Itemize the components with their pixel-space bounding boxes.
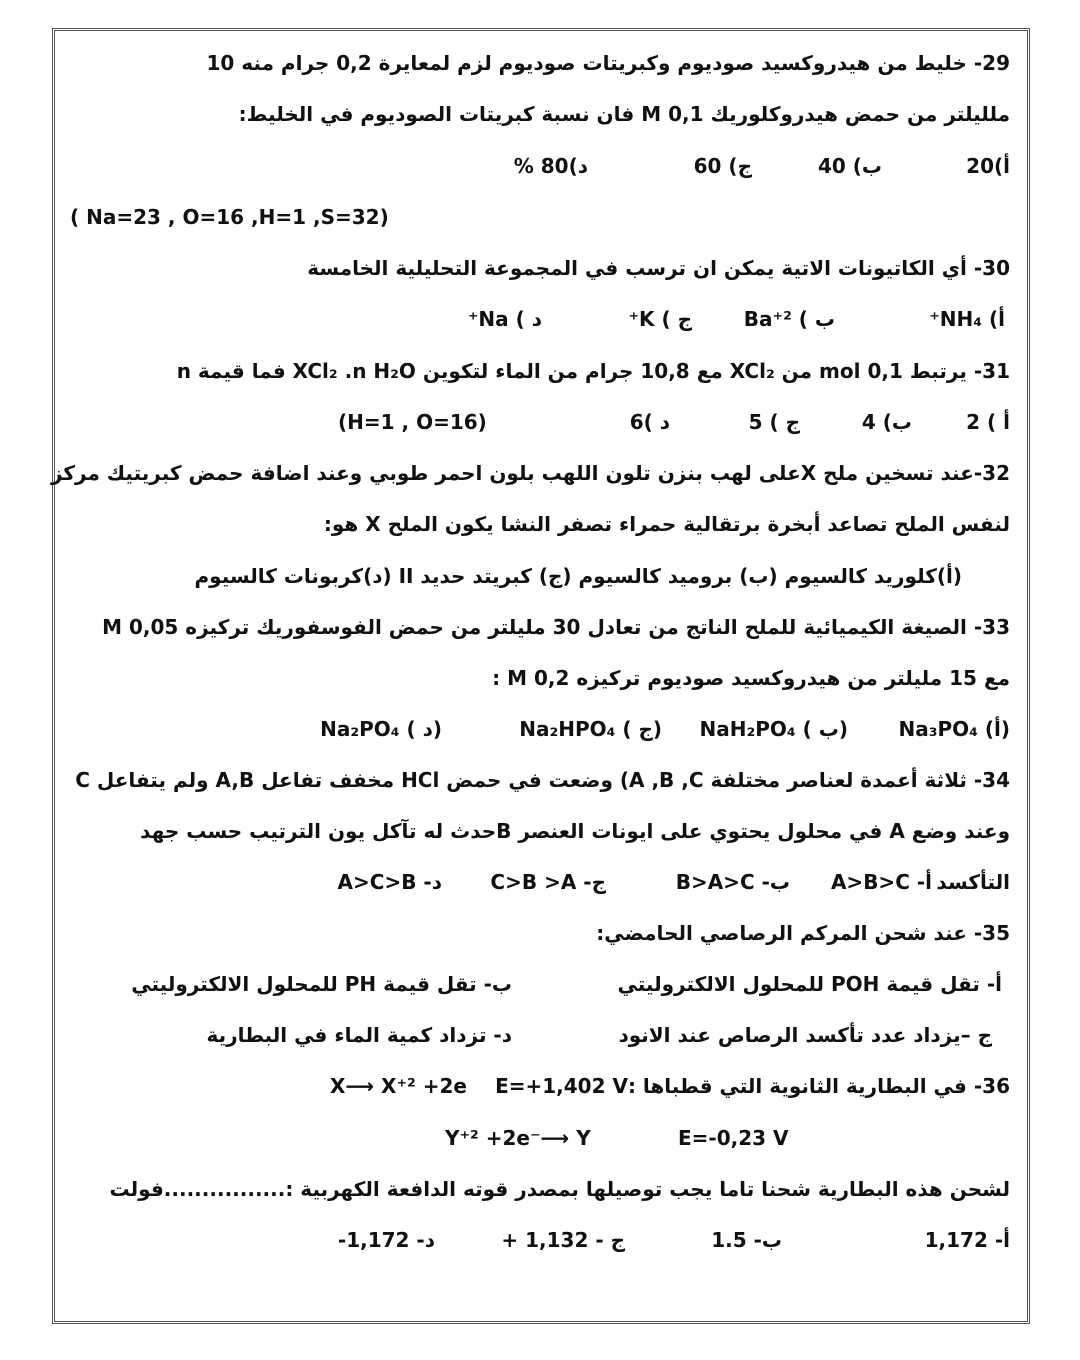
q30-option-b: ب ) Ba⁺² [743,307,835,331]
q30-option-c: ج ) K⁺ [628,307,692,331]
q29-option-c: ج) 60 [693,154,752,178]
q36-option-a: أ- 1,172 [924,1228,1010,1252]
q33-option-a: (أ) Na₃PO₄ [898,717,1010,741]
q34-option-b: ب- B>A>C [675,870,790,894]
q36-option-d: د- 1,172- [337,1228,435,1252]
q29-atomic-masses: ( Na=23 , O=16 ,H=1 ,S=32) [70,205,389,229]
q31-option-b: ب) 4 [861,410,912,434]
q31-option-a: أ ) 2 [966,410,1010,434]
q33-option-b: (ب ) NaH₂PO₄ [699,717,848,741]
q29-option-b: ب) 40 [817,154,882,178]
q33-option-c: (ج ) Na₂HPO₄ [519,717,662,741]
q34-line2: وعند وضع A في محلول يحتوي على ايونات العنصر Bحدث له تآكل يون الترتيب حسب جهد [140,819,1010,843]
q31-stem: 31- يرتبط 0,1 mol من XCl₂ مع 10,8 جرام من الماء لتكوين XCl₂ .n H₂O فما قيمة n [176,359,1010,383]
q36-stem: 36- في البطارية الثانوية التي قطباها :E=+1,402 V [495,1074,1010,1098]
q34-option-a: أ- A>B>C [830,870,932,894]
q29-line2: ملليلتر من حمض هيدروكلوريك 0,1 M فان نسبة كبريتات الصوديوم في الخليط: [238,102,1010,126]
q34-line1: 34- ثلاثة أعمدة لعناصر مختلفة A ,B ,C) وضعت في حمض HCl مخفف تفاعل A,B ولم يتفاعل C [75,768,1010,792]
q33-line1: 33- الصيغة الكيميائية للملح الناتج من تعادل 30 مليلتر من حمض الفوسفوريك تركيزه 0,05 M [102,615,1010,639]
q35-option-c: ج –يزداد عدد تأكسد الرصاص عند الانود [618,1023,992,1047]
q30-option-d: د ) Na⁺ [467,307,542,331]
q35-stem: 35- عند شحن المركم الرصاصي الحامضي: [596,921,1010,945]
q32-line1: 32-عند تسخين ملح Xعلى لهب بنزن تلون اللهب بلون احمر طوبي وعند اضافة حمض كبريتيك مركز [50,461,1010,485]
q36-option-c: ج - 1,132 + [501,1228,625,1252]
q34-option-d: د- A>C>B [337,870,442,894]
q33-option-d: (د ) Na₂PO₄ [320,717,442,741]
q36-equation-y: Y⁺² +2e⁻⟶ Y [445,1126,591,1150]
q29-option-a: أ)20 [966,154,1010,178]
q36-equation-y-potential: E=-0,23 V [678,1126,789,1150]
q35-option-a: أ- تقل قيمة POH للمحلول الالكتروليتي [617,972,1002,996]
q35-option-d: د- تزداد كمية الماء في البطارية [206,1023,512,1047]
q31-atomic-masses: (H=1 , O=16) [338,410,487,434]
q36-charge-line: لشحن هذه البطارية شحنا تاما يجب توصيلها بمصدر قوته الدافعة الكهربية :................فولت [109,1177,1010,1201]
q31-option-d: د )6 [629,410,670,434]
q32-line2: لنفس الملح تصاعد أبخرة برتقالية حمراء تصفر النشا يكون الملح X هو: [323,512,1010,536]
q29-option-d: د)80 % [513,154,588,178]
q34-line3-label: التأكسد [936,870,1010,894]
q34-option-c: ج- C>B >A [490,870,606,894]
q36-option-b: ب- 1.5 [711,1228,782,1252]
q32-options: (أ)كلوريد كالسيوم (ب) بروميد كالسيوم (ج) كبريتد حديد II (د)كربونات كالسيوم [194,564,962,588]
q30-stem: 30- أي الكاتيونات الاتية يمكن ان ترسب في المجموعة التحليلية الخامسة [307,256,1010,280]
q35-option-b: ب- تقل قيمة PH للمحلول الالكتروليتي [131,972,512,996]
q30-option-a: أ) NH₄⁺ [929,307,1005,331]
q31-option-c: ج ) 5 [748,410,800,434]
q33-line2: مع 15 مليلتر من هيدروكسيد صوديوم تركيزه 0,2 M : [492,666,1010,690]
q29-line1: 29- خليط من هيدروكسيد صوديوم وكبريتات صوديوم لزم لمعايرة 0,2 جرام منه 10 [206,51,1010,75]
q36-equation-x: X⟶ X⁺² +2e [330,1074,467,1098]
